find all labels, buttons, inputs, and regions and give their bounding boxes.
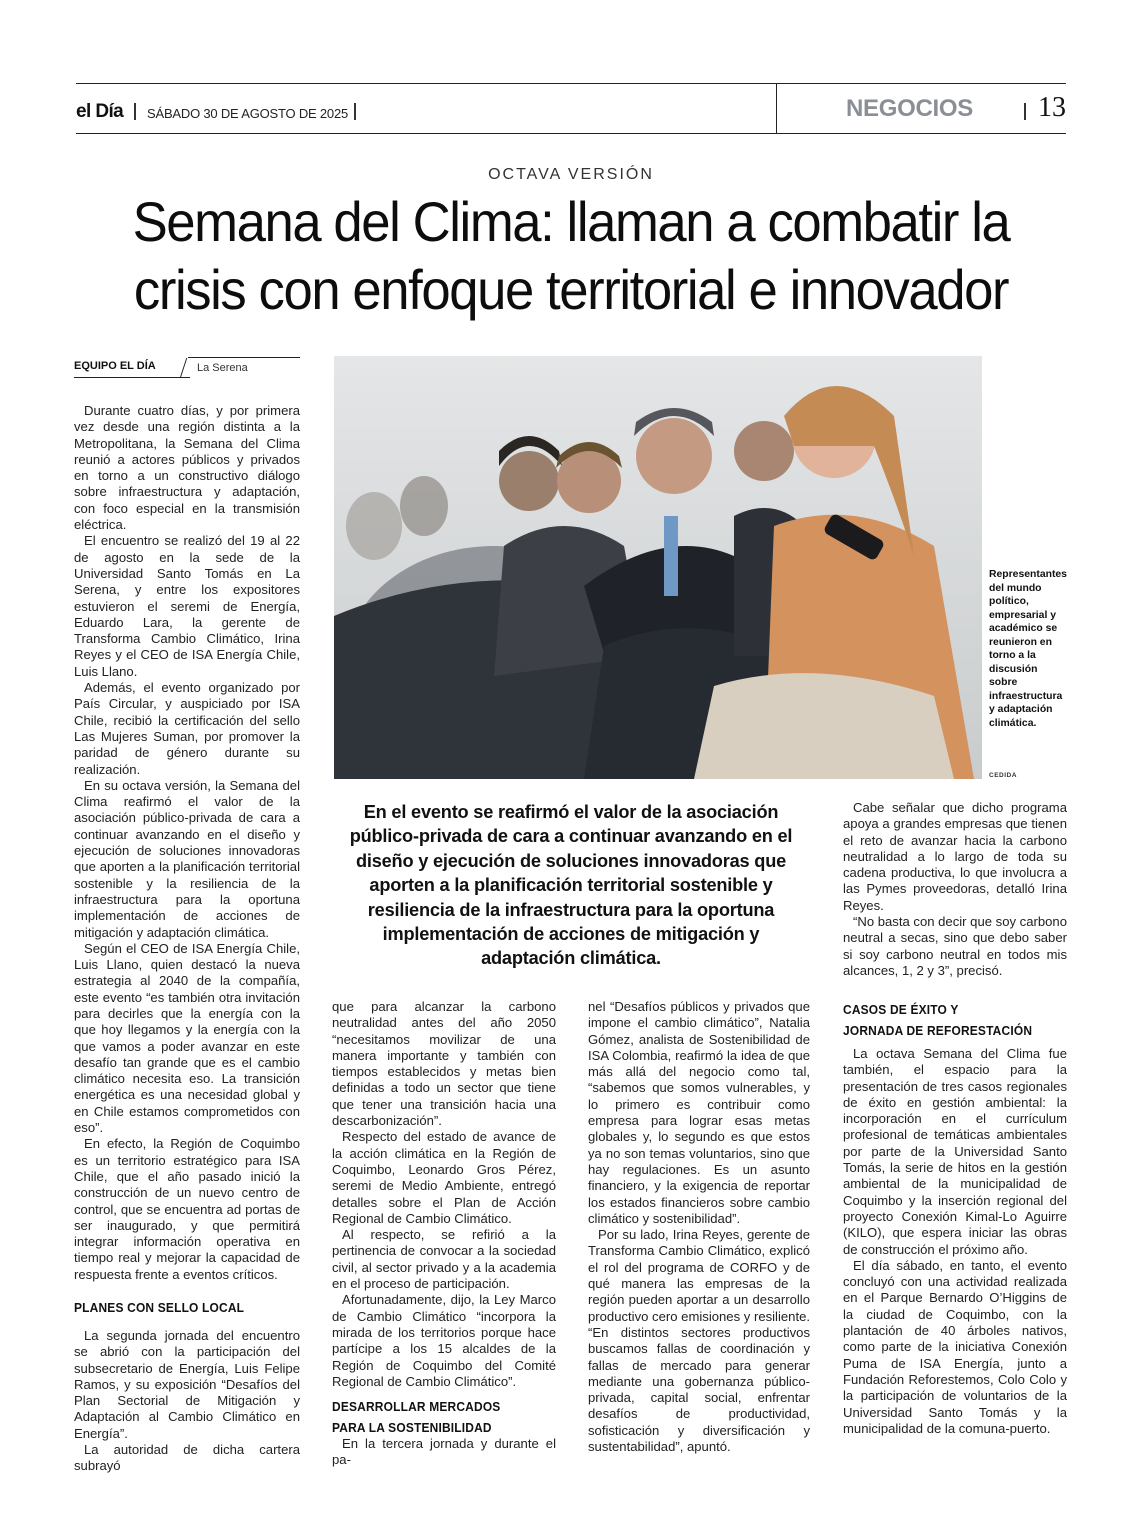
article-column-1-continued	[74, 1328, 300, 1475]
byline-slash	[180, 358, 187, 378]
issue-date: SÁBADO 30 DE AGOSTO DE 2025	[147, 106, 349, 121]
subhead-planes: PLANES CON SELLO LOCAL	[74, 1300, 245, 1315]
page-number: 13	[1038, 92, 1066, 123]
subhead-casos	[843, 999, 1032, 1041]
paragraph: que para alcanzar la carbono neutralidad antes del año 2050 “necesitamos movilizar de una manera importante y también con tiempos establecidos y metas bien definidas a todo un sector que tiene que tener una transición hacia una descarbonización”.	[332, 999, 556, 1129]
masthead-separator	[354, 103, 356, 120]
article-kicker: OCTAVA VERSIÓN	[488, 166, 654, 183]
audience-photo-illustration	[334, 356, 982, 779]
subhead-line: PARA LA SOSTENIBILIDAD	[332, 1420, 492, 1435]
subhead-mercados	[332, 1396, 500, 1438]
subhead-line: CASOS DE ÉXITO Y	[843, 1002, 959, 1017]
section-name: NEGOCIOS	[846, 95, 973, 122]
paragraph: En su octava versión, la Semana del Clima reafirmó el valor de la asociación público-privada de cara a continuar avanzando en el diseño y ejecución de soluciones innovadoras que aporten a la planificación territorial sostenible y la resiliencia de la infraestructura para la oportuna implementación de acciones de mitigación y adaptación climática.	[74, 777, 300, 940]
paragraph: La octava Semana del Clima fue también, el espacio para la presentación de tres casos regionales de éxito en gestión ambiental: la incorporación en el currículum profesional de temáticas ambientales por parte de la Universidad Santo Tomás, la serie de hitos en la gestión ambiental de la municipalidad de Coquimbo y la inserción regional del proyecto Conexión Kimal-Lo Aguirre (KILO), que espera iniciar las obras de construcción el próximo año.	[843, 1046, 1067, 1257]
paragraph: El día sábado, en tanto, el evento concluyó con una actividad realizada en el Parque Bernardo O’Higgins de la ciudad de Coquimbo, con la plantación de 40 árboles nativos, como parte de la iniciativa Conexión Puma de ISA Energía, junto a Fundación Reforestemos, Colo Colo y la participación de voluntarios de la Universidad Santo Tomás y la municipalidad de la comuna-puerto.	[843, 1257, 1067, 1436]
paragraph: Además, el evento organizado por País Circular, y auspiciado por ISA Chile, recibió la certificación del sello Las Mujeres Suman, por promover la paridad de género durante su realización.	[74, 680, 300, 777]
paragraph: El encuentro se realizó del 19 al 22 de agosto en la sede de la Universidad Santo Tomás en La Serena, y entre los expositores estuvieron el seremi de Energía, Eduardo Lara, la gerente de Transforma Cambio Climático, Irina Reyes y el CEO de ISA Energía Chile, Luis Llano.	[74, 533, 300, 679]
paragraph: Al respecto, se refirió a la pertinencia de convocar a la sociedad civil, al sector privado y a la academia en el proceso de participación.	[332, 1227, 556, 1292]
paragraph: “No basta con decir que soy carbono neutral a secas, sino que debo saber si soy carbono neutral en todos mis alcances, 1, 2 y 3”, precisó.	[843, 914, 1067, 978]
paragraph: En efecto, la Región de Coquimbo es un territorio estratégico para ISA Chile, que el año pasado inició la construcción de un nuevo centro de control, que se encuentra ad portas de ser inaugurado, y que permitirá integrar información operativa en tiempo real y mejorar la capacidad de respuesta frente a eventos críticos.	[74, 1136, 300, 1282]
paragraph: Durante cuatro días, y por primera vez desde una región distinta a la Metropolitana, la Semana del Clima reunió a actores públicos y privados en torno a un constructivo diálogo sobre infraestructura y adaptación, con foco especial en la transmisión eléctrica.	[74, 403, 300, 533]
subhead-line: JORNADA DE REFORESTACIÓN	[843, 1023, 1033, 1038]
masthead-bottom-rule	[76, 133, 1066, 134]
headline-line-2: crisis con enfoque territorial e innovador	[133, 258, 1009, 321]
paragraph: Cabe señalar que dicho programa apoya a grandes empresas que tienen el reto de avanzar hacia la carbono neutralidad a lo largo de toda su cadena productiva, lo que involucra a las Pymes proveedoras, detalló Irina Reyes.	[843, 800, 1067, 913]
pull-quote: En el evento se reafirmó el valor de la asociación público-privada de cara a continuar avanzando en el diseño y ejecución de soluciones innovadoras que aporten a la planificación territorial sostenible y resiliencia de la infraestructura para la oportuna implementación de acciones de mitigación y adaptación climática.	[349, 802, 793, 969]
masthead-separator	[1024, 103, 1026, 120]
article-column-4-continued	[843, 1046, 1067, 1437]
byline-rule	[188, 357, 300, 358]
byline-author: EQUIPO EL DÍA	[74, 360, 156, 372]
photo-credit: CEDIDA	[989, 772, 1017, 779]
paragraph: En la tercera jornada y durante el pa-	[332, 1436, 556, 1468]
paragraph: La autoridad de dicha cartera subrayó	[74, 1442, 300, 1474]
masthead-divider	[776, 84, 777, 134]
paragraph: La segunda jornada del encuentro se abrió con la participación del subsecretario de Energía, Luis Felipe Ramos, y su exposición “Desafíos del Plan Sectorial de Mitigación y Adaptación al Cambio Climático en Energía”.	[74, 1328, 300, 1441]
paragraph: Por su lado, Irina Reyes, gerente de Transforma Cambio Climático, explicó el rol del programa de CORFO y de qué manera las empresas de la región pueden aportar a un desarrollo productivo cero emisiones y resiliente. “En distintos sectores productivos buscamos fallas de coordinación y fallas de mercado para generar mediante una gobernanza público-privada, capital social, enfrentar desafíos de productividad, sofisticación y diversificación y sustentabilidad”, apuntó.	[588, 1227, 810, 1455]
paragraph: nel “Desafíos públicos y privados que impone el cambio climático”, Natalia Gómez, analista de Sostenibilidad de ISA Colombia, reafirmó la idea de que más allá del negocio como tal, “sabemos que somos vulnerables, y lo primero es contribuir como empresa para lograr esas metas globales y, lo segundo es que estos ya no son temas voluntarios, sino que hay regulaciones. Es un asunto financiero, y la exigencia de reportar los estados financieros sobre cambio climático y sostenibilidad”.	[588, 999, 810, 1226]
subhead-line: DESARROLLAR MERCADOS	[332, 1399, 501, 1414]
photo-caption: Representantes del mundo político, empresarial y académico se reunieron en torno a la discusión sobre infraestructura y adaptación climática.	[989, 569, 1067, 729]
article-column-2	[332, 999, 556, 1390]
article-column-3	[588, 999, 810, 1455]
byline-location: La Serena	[197, 362, 248, 374]
paragraph: Respecto del estado de avance de la acción climática en la Región de Coquimbo, Leonardo Gros Pérez, seremi de Medio Ambiente, entregó detalles sobre el Plan de Acción Regional de Cambio Climático.	[332, 1129, 556, 1226]
article-column-2-continued	[332, 1436, 556, 1469]
article-headline	[91, 188, 1052, 324]
masthead-top-rule	[76, 83, 1066, 84]
article-column-1	[74, 403, 300, 1283]
headline-line-1: Semana del Clima: llaman a combatir la	[132, 190, 1010, 253]
paragraph: Según el CEO de ISA Energía Chile, Luis Llano, quien destacó la nueva estrategia al 2040 de la compañía, este evento “es también otra invitación para decirles que la energía con la que hoy llegamos y la energía con la que vamos a poder avanzar en este desafío tan grande que es el cambio climático necesita eso. La transición energética es una necesidad global y en Chile estamos comprometidos con eso”.	[74, 940, 300, 1136]
paragraph: Afortunadamente, dijo, la Ley Marco de Cambio Climático “incorpora la mirada de los territorios porque hace partícipe a los 15 alcaldes de la Región de Coquimbo del Comité Regional de Cambio Climático”.	[332, 1292, 556, 1389]
byline-rule	[74, 377, 190, 378]
masthead-separator	[134, 103, 136, 120]
article-column-4	[843, 800, 1067, 979]
newspaper-logo: el Día	[76, 101, 124, 122]
event-photo	[334, 356, 982, 779]
